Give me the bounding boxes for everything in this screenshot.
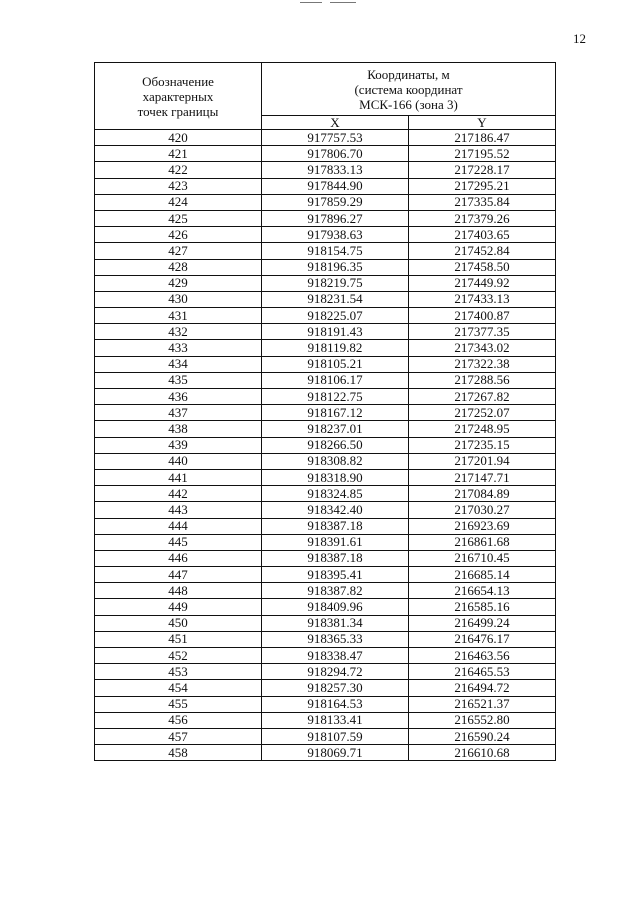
- point-id-cell: 442: [95, 486, 262, 502]
- table-row: [95, 486, 556, 502]
- table-row: [95, 227, 556, 243]
- y-coordinate-cell: 216710.45: [409, 550, 556, 566]
- x-coordinate-cell: 917806.70: [262, 146, 409, 162]
- point-id-cell: 456: [95, 712, 262, 728]
- table-row: [95, 421, 556, 437]
- x-coordinate-cell: 918191.43: [262, 324, 409, 340]
- x-coordinate-cell: 918122.75: [262, 389, 409, 405]
- point-id-cell: 432: [95, 324, 262, 340]
- x-coordinate-cell: 918324.85: [262, 486, 409, 502]
- y-coordinate-cell: 217403.65: [409, 227, 556, 243]
- y-coordinate-cell: 217379.26: [409, 210, 556, 226]
- y-coordinate-cell: 217335.84: [409, 194, 556, 210]
- y-coordinate-cell: 216861.68: [409, 534, 556, 550]
- table-row: [95, 728, 556, 744]
- table-row: [95, 130, 556, 146]
- y-coordinate-cell: 216654.13: [409, 583, 556, 599]
- table-row: [95, 599, 556, 615]
- point-id-cell: 439: [95, 437, 262, 453]
- x-coordinate-cell: 918391.61: [262, 534, 409, 550]
- y-coordinate-cell: 217433.13: [409, 291, 556, 307]
- y-coordinate-cell: 217201.94: [409, 453, 556, 469]
- table-row: [95, 275, 556, 291]
- x-coordinate-cell: 918167.12: [262, 405, 409, 421]
- point-id-cell: 428: [95, 259, 262, 275]
- table-row: [95, 502, 556, 518]
- y-coordinate-cell: 216499.24: [409, 615, 556, 631]
- x-coordinate-cell: 918196.35: [262, 259, 409, 275]
- table-row: [95, 712, 556, 728]
- point-id-cell: 433: [95, 340, 262, 356]
- table-row: [95, 291, 556, 307]
- y-coordinate-cell: 216494.72: [409, 680, 556, 696]
- point-id-cell: 454: [95, 680, 262, 696]
- table-row: [95, 162, 556, 178]
- x-coordinate-cell: 917844.90: [262, 178, 409, 194]
- point-id-cell: 438: [95, 421, 262, 437]
- table-row: [95, 550, 556, 566]
- y-coordinate-cell: 217295.21: [409, 178, 556, 194]
- point-id-cell: 431: [95, 308, 262, 324]
- x-coordinate-cell: 917757.53: [262, 130, 409, 146]
- x-coordinate-cell: 918231.54: [262, 291, 409, 307]
- y-column-header: Y: [409, 116, 556, 130]
- x-coordinate-cell: 918308.82: [262, 453, 409, 469]
- y-coordinate-cell: 217449.92: [409, 275, 556, 291]
- y-coordinate-cell: 216465.53: [409, 664, 556, 680]
- x-coordinate-cell: 918395.41: [262, 567, 409, 583]
- y-coordinate-cell: 217343.02: [409, 340, 556, 356]
- y-coordinate-cell: 217235.15: [409, 437, 556, 453]
- y-coordinate-cell: 217248.95: [409, 421, 556, 437]
- x-coordinate-cell: 918409.96: [262, 599, 409, 615]
- table-row: [95, 178, 556, 194]
- x-coordinate-cell: 917938.63: [262, 227, 409, 243]
- table-row: [95, 469, 556, 485]
- x-coordinate-cell: 918237.01: [262, 421, 409, 437]
- y-coordinate-cell: 216552.80: [409, 712, 556, 728]
- point-id-cell: 453: [95, 664, 262, 680]
- y-coordinate-cell: 216685.14: [409, 567, 556, 583]
- point-id-cell: 452: [95, 648, 262, 664]
- point-id-cell: 424: [95, 194, 262, 210]
- x-coordinate-cell: 918294.72: [262, 664, 409, 680]
- point-id-cell: 423: [95, 178, 262, 194]
- x-coordinate-cell: 918133.41: [262, 712, 409, 728]
- y-coordinate-cell: 217322.38: [409, 356, 556, 372]
- x-coordinate-cell: 917896.27: [262, 210, 409, 226]
- y-coordinate-cell: 217186.47: [409, 130, 556, 146]
- point-id-cell: 443: [95, 502, 262, 518]
- x-coordinate-cell: 918342.40: [262, 502, 409, 518]
- point-id-cell: 447: [95, 567, 262, 583]
- table-row: [95, 745, 556, 761]
- table-row: [95, 356, 556, 372]
- table-row: [95, 437, 556, 453]
- table-row: [95, 210, 556, 226]
- y-coordinate-cell: 217030.27: [409, 502, 556, 518]
- point-id-cell: 435: [95, 372, 262, 388]
- table-row: [95, 324, 556, 340]
- x-coordinate-cell: 918164.53: [262, 696, 409, 712]
- y-coordinate-cell: 217458.50: [409, 259, 556, 275]
- point-id-cell: 436: [95, 389, 262, 405]
- x-coordinate-cell: 918107.59: [262, 728, 409, 744]
- point-id-cell: 441: [95, 469, 262, 485]
- y-coordinate-cell: 216585.16: [409, 599, 556, 615]
- x-coordinate-cell: 918105.21: [262, 356, 409, 372]
- table-row: [95, 453, 556, 469]
- point-id-cell: 446: [95, 550, 262, 566]
- x-coordinate-cell: 917833.13: [262, 162, 409, 178]
- y-coordinate-cell: 217195.52: [409, 146, 556, 162]
- x-coordinate-cell: 917859.29: [262, 194, 409, 210]
- y-coordinate-cell: 217288.56: [409, 372, 556, 388]
- x-coordinate-cell: 918381.34: [262, 615, 409, 631]
- y-coordinate-cell: 216463.56: [409, 648, 556, 664]
- y-coordinate-cell: 217228.17: [409, 162, 556, 178]
- point-id-cell: 455: [95, 696, 262, 712]
- point-id-cell: 449: [95, 599, 262, 615]
- point-id-cell: 430: [95, 291, 262, 307]
- table-row: [95, 664, 556, 680]
- point-id-cell: 444: [95, 518, 262, 534]
- y-coordinate-cell: 217267.82: [409, 389, 556, 405]
- x-coordinate-cell: 918387.82: [262, 583, 409, 599]
- x-coordinate-cell: 918219.75: [262, 275, 409, 291]
- y-coordinate-cell: 217252.07: [409, 405, 556, 421]
- point-id-cell: 420: [95, 130, 262, 146]
- table-row: [95, 372, 556, 388]
- y-coordinate-cell: 216923.69: [409, 518, 556, 534]
- point-id-cell: 445: [95, 534, 262, 550]
- table-row: [95, 243, 556, 259]
- table-row: [95, 631, 556, 647]
- y-coordinate-cell: 216610.68: [409, 745, 556, 761]
- table-row: [95, 696, 556, 712]
- y-coordinate-cell: 216521.37: [409, 696, 556, 712]
- y-coordinate-cell: 217377.35: [409, 324, 556, 340]
- point-id-cell: 440: [95, 453, 262, 469]
- table-row: [95, 615, 556, 631]
- y-coordinate-cell: 217084.89: [409, 486, 556, 502]
- point-id-cell: 429: [95, 275, 262, 291]
- table-row: [95, 648, 556, 664]
- y-coordinate-cell: 216590.24: [409, 728, 556, 744]
- table-row: [95, 518, 556, 534]
- x-coordinate-cell: 918365.33: [262, 631, 409, 647]
- coordinates-table-body: [95, 130, 556, 761]
- table-row: [95, 194, 556, 210]
- x-coordinate-cell: 918119.82: [262, 340, 409, 356]
- table-row: [95, 259, 556, 275]
- table-row: [95, 389, 556, 405]
- point-id-cell: 426: [95, 227, 262, 243]
- point-id-cell: 450: [95, 615, 262, 631]
- point-id-cell: 425: [95, 210, 262, 226]
- point-id-cell: 457: [95, 728, 262, 744]
- coordinates-group-header: Координаты, м (система координат МСК-166 (зона 3): [262, 63, 556, 116]
- x-coordinate-cell: 918106.17: [262, 372, 409, 388]
- page-number: 12: [573, 31, 586, 46]
- point-id-cell: 434: [95, 356, 262, 372]
- y-coordinate-cell: 217147.71: [409, 469, 556, 485]
- x-column-header: X: [262, 116, 409, 130]
- x-coordinate-cell: 918318.90: [262, 469, 409, 485]
- table-row: [95, 567, 556, 583]
- x-coordinate-cell: 918387.18: [262, 518, 409, 534]
- x-coordinate-cell: 918069.71: [262, 745, 409, 761]
- table-row: [95, 146, 556, 162]
- x-coordinate-cell: 918338.47: [262, 648, 409, 664]
- point-id-cell: 458: [95, 745, 262, 761]
- point-id-cell: 448: [95, 583, 262, 599]
- coordinates-table: [94, 62, 556, 761]
- point-id-cell: 451: [95, 631, 262, 647]
- table-row: [95, 534, 556, 550]
- points-column-header: Обозначение характерных точек границы: [95, 63, 262, 130]
- y-coordinate-cell: 217400.87: [409, 308, 556, 324]
- table-row: [95, 340, 556, 356]
- point-id-cell: 437: [95, 405, 262, 421]
- x-coordinate-cell: 918154.75: [262, 243, 409, 259]
- table-row: [95, 680, 556, 696]
- point-id-cell: 422: [95, 162, 262, 178]
- y-coordinate-cell: 217452.84: [409, 243, 556, 259]
- x-coordinate-cell: 918387.18: [262, 550, 409, 566]
- table-row: [95, 308, 556, 324]
- point-id-cell: 421: [95, 146, 262, 162]
- x-coordinate-cell: 918257.30: [262, 680, 409, 696]
- point-id-cell: 427: [95, 243, 262, 259]
- table-row: [95, 583, 556, 599]
- x-coordinate-cell: 918225.07: [262, 308, 409, 324]
- x-coordinate-cell: 918266.50: [262, 437, 409, 453]
- table-row: [95, 405, 556, 421]
- scan-top-marks: [300, 2, 360, 4]
- y-coordinate-cell: 216476.17: [409, 631, 556, 647]
